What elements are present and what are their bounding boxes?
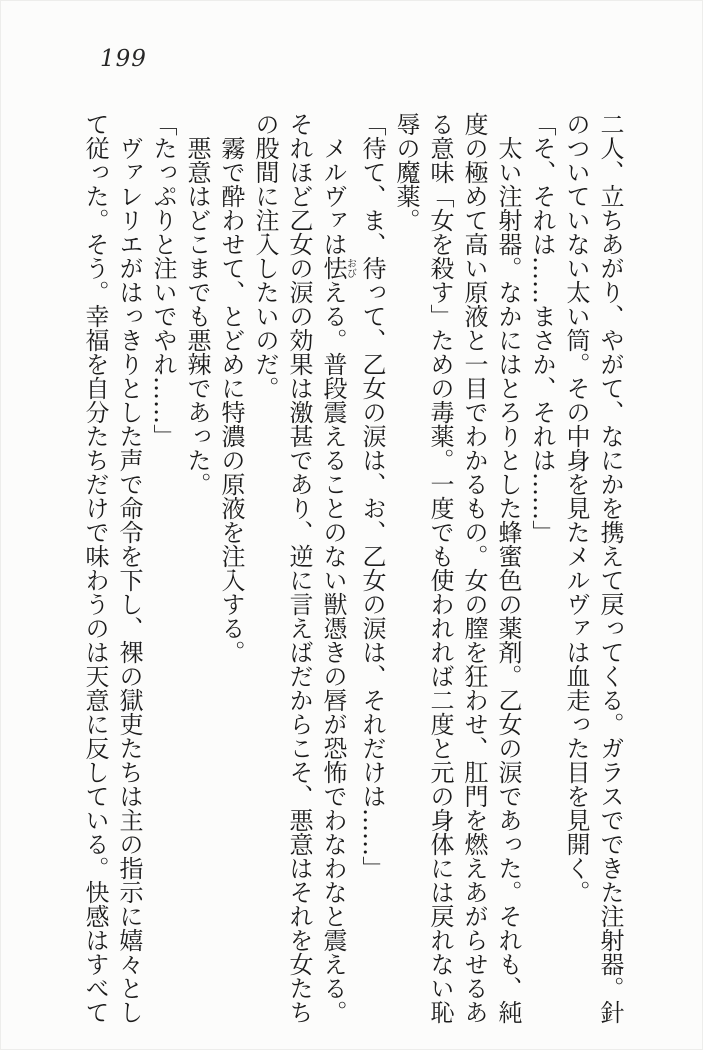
- ruby-post-text: える。普段震えることのない獣憑きの唇が恐怖でわなわなと震える。それほど乙女の涙の効果は激甚であり、逆に言えばだからこそ、悪意はそれを女たちの股間に注入したいのだ。: [251, 112, 347, 1024]
- page-number: 199: [100, 46, 147, 72]
- paragraph-narration-4: 霧で酔わせて、とどめに特濃の原液を注入する。: [217, 136, 245, 664]
- paragraph-dialogue-2: 「待て、ま、待って、乙女の涙は、お、乙女の涙は、それだけは……」: [358, 112, 386, 880]
- paragraph-narration-6: ヴァレリエがはっきりとした声で命令を下し、裸の獄吏たちは主の指示に嬉々として従った。そう。幸福を自分たちだけで味わうのは天意に反している。快感はすべて: [81, 112, 143, 1024]
- ruby-annotation: [319, 256, 356, 280]
- paragraph-dialogue-3: 「たっぷりと注いでやれ……」: [149, 112, 177, 448]
- paragraph-narration-3: [248, 112, 355, 1028]
- ruby-base: 怯: [319, 256, 347, 280]
- ruby-pre-text: メルヴァは: [319, 136, 347, 256]
- paragraph-narration-2: 太い注射器。なかにはとろりとした蜂蜜色の薬剤。乙女の涙であった。それも、純度の極めて高い原液と一目でわかるもの。女の膣を狂わせ、肛門を燃えあがらせるある意味「女を殺す」ための毒薬。一度でも使われれば二度と元の身体には戻れない恥辱の魔薬。: [392, 112, 522, 1024]
- paragraph-narration-1: 二人、立ちあがり、やがて、なにかを携えて戻ってくる。ガラスでできた注射器。針のついていない太い筒。その中身を見たメルヴァは血走った目を見開く。: [562, 112, 624, 1024]
- paragraph-narration-5: 悪意はどこまでも悪辣であった。: [183, 136, 211, 496]
- ruby-furigana: おび: [344, 256, 356, 280]
- text-block: [78, 112, 627, 1028]
- paragraph-dialogue-1: 「そ、それは……まさか、それは……」: [528, 112, 556, 544]
